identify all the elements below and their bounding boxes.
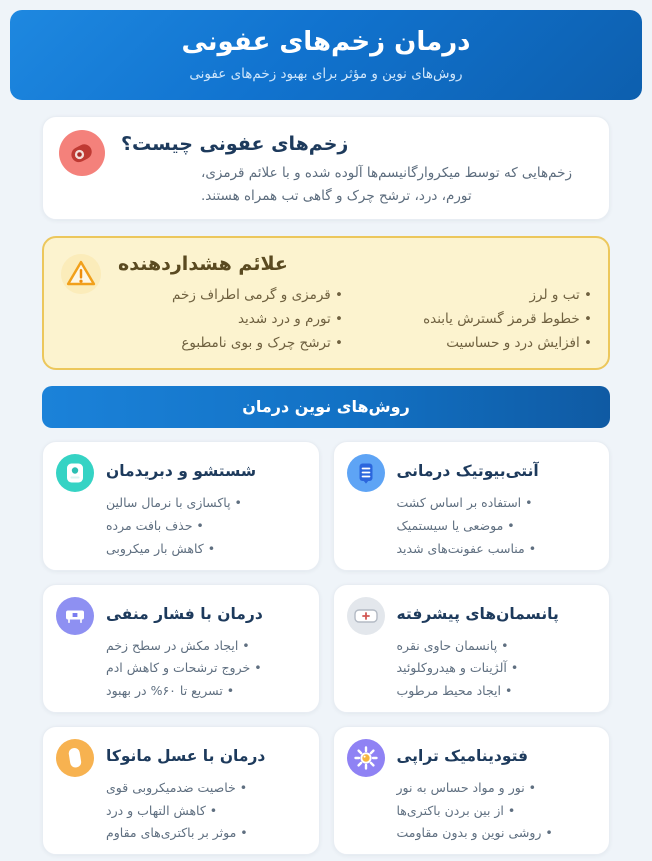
- method-item-list: [397, 492, 597, 560]
- manuka-honey-icon: [56, 739, 94, 777]
- microbe-icon: [59, 130, 105, 176]
- page-subtitle: روش‌های نوین و مؤثر برای بهبود زخم‌های عفونی: [189, 66, 463, 82]
- warning-title: علائم هشداردهنده: [118, 253, 288, 276]
- page-header: [10, 10, 642, 100]
- method-item-list: [106, 492, 306, 560]
- method-item: • استفاده بر اساس کشت: [397, 492, 597, 515]
- negative-pressure-icon: [56, 597, 94, 635]
- method-item: • تسریع تا ۶۰% در بهبود: [106, 680, 306, 703]
- content-area: [42, 116, 610, 370]
- page-title: درمان زخم‌های عفونی: [181, 27, 471, 57]
- method-card-negative-pressure: [42, 584, 320, 713]
- methods-grid: [42, 441, 610, 855]
- warning-triangle-icon: [60, 253, 102, 295]
- method-title: پانسمان‌های پیشرفته: [396, 604, 559, 623]
- warning-item: • تب و لرز: [377, 283, 592, 307]
- method-item-list: [397, 777, 597, 845]
- method-item: • پاکسازی با نرمال سالین: [106, 492, 306, 515]
- method-card-antibiotic: [333, 441, 611, 570]
- warning-item: • قرمزی و گرمی اطراف زخم: [128, 283, 343, 307]
- method-title: شستشو و دبریدمان: [106, 462, 257, 481]
- method-item: • خاصیت ضدمیکروبی قوی: [106, 777, 306, 800]
- method-item: • موثر بر باکتری‌های مقاوم: [106, 822, 306, 845]
- method-title: آنتی‌بیوتیک درمانی: [396, 462, 539, 481]
- wash-debridement-icon: [56, 454, 94, 492]
- method-item: • کاهش بار میکروبی: [106, 538, 306, 561]
- method-item: • از بین بردن باکتری‌ها: [397, 800, 597, 823]
- method-item: • حذف بافت مرده: [106, 515, 306, 538]
- warning-column-left: [128, 283, 343, 355]
- method-item-list: [106, 635, 306, 703]
- method-item: • نور و مواد حساس به نور: [397, 777, 597, 800]
- warning-item: • تورم و درد شدید: [128, 307, 343, 331]
- method-item: • مناسب عفونت‌های شدید: [397, 538, 597, 561]
- method-item: • ایجاد مکش در سطح زخم: [106, 635, 306, 658]
- advanced-dressing-icon: [347, 597, 385, 635]
- method-item: • آلژینات و هیدروکلوئید: [397, 657, 597, 680]
- intro-description: زخم‌هایی که توسط میکروارگانیسم‌ها آلوده شده و با علائم قرمزی، تورم، درد، ترشح چرک و گاهی تب همراه هستند.: [201, 165, 573, 205]
- warning-card: [42, 236, 610, 370]
- method-item: • روشی نوین و بدون مقاومت: [397, 822, 597, 845]
- intro-card: [42, 116, 610, 220]
- antibiotic-icon: [347, 454, 385, 492]
- method-item: • کاهش التهاب و درد: [106, 800, 306, 823]
- method-card-dressings: [333, 584, 611, 713]
- method-card-debridement: [42, 441, 320, 570]
- method-title: درمان با عسل مانوکا: [106, 746, 266, 765]
- method-item: • خروج ترشحات و کاهش ادم: [106, 657, 306, 680]
- warning-column-right: [377, 283, 592, 355]
- method-item-list: [106, 777, 306, 845]
- warning-item: • ترشح چرک و بوی نامطبوع: [128, 331, 343, 355]
- method-card-manuka-honey: [42, 726, 320, 855]
- method-title: فتودینامیک تراپی: [396, 746, 529, 765]
- section-banner: روش‌های نوین درمان: [42, 386, 610, 428]
- method-title: درمان با فشار منفی: [106, 604, 263, 623]
- warning-item: • افزایش درد و حساسیت: [377, 331, 592, 355]
- intro-title: زخم‌های عفونی چیست؟: [121, 133, 349, 155]
- warning-symptom-list: [118, 283, 592, 355]
- warning-item: • خطوط قرمز گسترش یابنده: [377, 307, 592, 331]
- method-item-list: [397, 635, 597, 703]
- method-item: • پانسمان حاوی نقره: [397, 635, 597, 658]
- method-item: • موضعی یا سیستمیک: [397, 515, 597, 538]
- photodynamic-icon: [347, 739, 385, 777]
- method-card-photodynamic: [333, 726, 611, 855]
- method-item: • ایجاد محیط مرطوب: [397, 680, 597, 703]
